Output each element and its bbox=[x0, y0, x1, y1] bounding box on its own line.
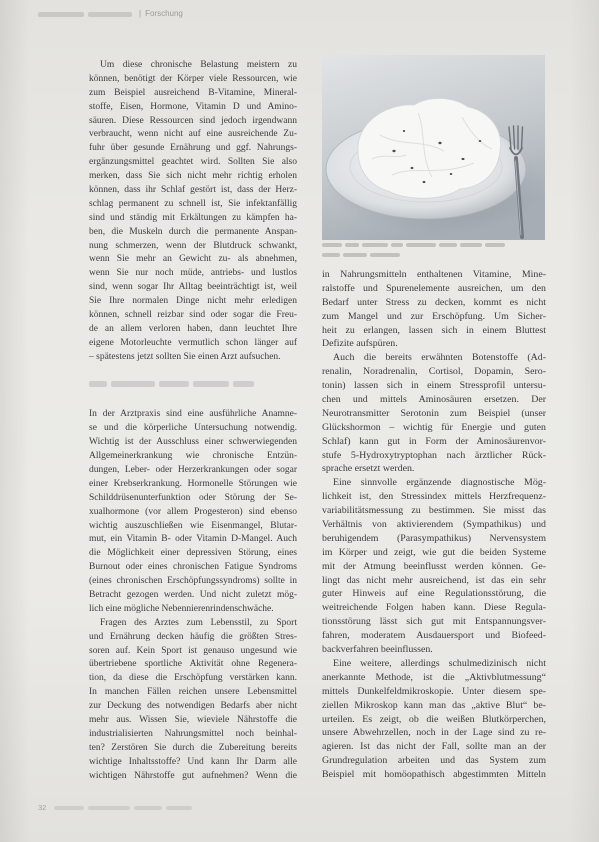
text-line: Verhältnis von aktivierendem (Sympathikus) und bbox=[322, 519, 546, 531]
text-line: Um diese chronische Belastung meistern zu bbox=[100, 60, 297, 70]
text-line: renalin, Noradrenalin, Cortisol, Dopamin, Sero- bbox=[322, 366, 546, 378]
footer-faint-word bbox=[54, 806, 84, 811]
text-line: Beispiel mit homöopathisch abgestimmten Mitteln bbox=[322, 769, 546, 781]
text-line: Schilddrüsenunterfunktion oder Störung der Se- bbox=[89, 492, 297, 503]
footer-faint-word bbox=[134, 806, 162, 811]
text-line: ben, die Muskeln durch die permanente Anspan- bbox=[89, 226, 297, 237]
caption-line bbox=[322, 243, 545, 247]
text-line: anerkannte Methode, ist die „Aktivblutmessung“ bbox=[322, 671, 546, 683]
text-line: und Ernährung decken häufig die größten Stres- bbox=[89, 631, 297, 642]
text-line: merken, dass Sie sich nicht mehr richtig erholen bbox=[89, 171, 297, 182]
subheading-faint-word bbox=[159, 381, 189, 387]
text-line: sind und ständig mit Erkältungen zu kämpfen ha- bbox=[89, 212, 297, 223]
text-line: ergänzungsmittel geachtet wird. Sollten Sie also bbox=[89, 157, 297, 168]
running-header bbox=[38, 8, 183, 20]
text-line: Sie Ihre normalen Dinge nicht mehr erledigen bbox=[89, 296, 297, 307]
caption-faint-word bbox=[439, 243, 457, 247]
text-line: wichtig auszuschließen wie Eisenmangel, Blutar- bbox=[89, 520, 297, 531]
text-line: können, dass ihr Schlaf gestört ist, dass der Herz- bbox=[89, 185, 297, 196]
text-line: weitreichende Folgen haben kann. Diese Regula- bbox=[322, 602, 546, 614]
text-line: ralstoffe und Spurenelemente ausreichen, um den bbox=[322, 282, 546, 294]
text-line: wichtigen Nährstoffe gut aufnehmen? Wenn die bbox=[89, 770, 297, 781]
text-line: stoffe, Eisen, Hormone, Vitamin D und Amino- bbox=[89, 101, 297, 112]
photo-caption bbox=[322, 243, 545, 263]
text-line: de an allem verloren haben, dann leuchtet Ihre bbox=[89, 323, 297, 334]
text-line: Auch die bereits erwähnten Botenstoffe (Ad- bbox=[333, 352, 546, 364]
caption-faint-word bbox=[391, 243, 403, 247]
text-line: mehr aus. Wissen Sie, wieviele Nährstoffe die bbox=[89, 714, 297, 725]
text-line: stufe 5-Hydroxytryptophan nach ärztlicher Rück- bbox=[322, 449, 546, 461]
page-number: 32 bbox=[38, 803, 47, 812]
text-line: ten? Zerstören Sie durch die Zubereitung bereits bbox=[89, 742, 297, 753]
header-faint-word bbox=[38, 12, 84, 17]
text-line: (eines chronischen Erschöpfungssyndroms) sollte in bbox=[89, 576, 297, 587]
text-line: tionsstörung lässt sich gut mit Entspannungsver- bbox=[322, 616, 546, 628]
text-line: zum Mangel und zur Erschöpfung. Um Sicher- bbox=[322, 310, 546, 322]
right-column bbox=[322, 268, 546, 782]
text-line: dungen, Leber- oder Herzerkrankungen oder sogar bbox=[89, 464, 297, 475]
text-line: mut, ein Vitamin B- oder Vitamin D-Mangel. Auch bbox=[89, 534, 297, 545]
text-line: In manchen Fällen reichen unsere Lebensmittel bbox=[89, 687, 297, 698]
text-line: fuhr über gesunde Ernährung und ggf. Nahrungs- bbox=[89, 143, 297, 154]
paragraph bbox=[89, 408, 297, 616]
white-heap bbox=[358, 98, 501, 198]
text-line: sprache ersetzt werden. bbox=[322, 463, 415, 475]
text-line: Fragen des Arztes zum Lebensstil, zu Sport bbox=[100, 617, 297, 628]
subheading bbox=[89, 365, 297, 409]
text-line: schlag permanent zu schnell ist, Sie infektanfällig bbox=[89, 198, 297, 209]
text-line: Betracht gezogen werden. Und nicht zuletzt mög- bbox=[89, 589, 297, 600]
header-separator: | bbox=[139, 9, 142, 18]
text-line: Neurotransmitter Serotonin zum Beispiel (unser bbox=[322, 407, 546, 419]
text-line: urteilen. Es zeigt, ob die weißen Blutkörperchen, bbox=[322, 713, 546, 725]
paragraph bbox=[322, 268, 546, 351]
subheading-faint-word bbox=[89, 381, 107, 387]
text-line: zum Beispiel ausreichend B-Vitamine, Mineral- bbox=[89, 87, 297, 98]
text-line: tonin) lassen sich in einem Stressprofil untersu- bbox=[322, 380, 546, 392]
article-photo-image bbox=[322, 55, 545, 240]
text-line: heit zu erlangen, lassen sich in einem Bluttest bbox=[322, 324, 546, 336]
header-faint-word bbox=[88, 12, 132, 17]
text-line: soren auf. Kein Sport ist genauso ungesund wie bbox=[89, 645, 297, 656]
footer-faint-word bbox=[166, 806, 192, 811]
caption-faint-word bbox=[460, 243, 482, 247]
text-line: Glückshormon – wichtig für Energie und guten bbox=[322, 421, 546, 433]
subheading-faint-text bbox=[89, 381, 254, 387]
caption-faint-word bbox=[343, 253, 367, 257]
caption-faint-word bbox=[370, 253, 400, 257]
text-line: Grundregulation arbeiten und das System zum bbox=[322, 755, 546, 767]
text-line: übertriebene sportliche Aktivität ohne Regenera- bbox=[89, 659, 297, 670]
text-line: wenn Sie nur noch müde, antriebs- und lustlos bbox=[89, 268, 297, 279]
text-line: industrialisierten Nahrungsmittel noch beinhal- bbox=[89, 728, 297, 739]
text-line: wenn Sie mehr an Gewicht zu- als abnehmen, bbox=[89, 254, 297, 265]
caption-faint-word bbox=[345, 243, 359, 247]
text-line: in Nahrungsmitteln enthaltenen Vitamine, Mine- bbox=[322, 269, 546, 280]
left-column bbox=[89, 59, 297, 783]
paragraph bbox=[322, 657, 546, 782]
text-line: guter Hinweis auf eine Regulationsstörung, die bbox=[322, 588, 546, 600]
text-line: tion, da diese die Erschöpfung verstärken kann. bbox=[89, 673, 297, 684]
text-line: fahren, moderatem Ausdauersport und Biofeed- bbox=[322, 630, 546, 642]
paragraph bbox=[322, 476, 546, 657]
section-label: Forschung bbox=[145, 9, 183, 18]
paragraph bbox=[89, 59, 297, 365]
text-line: Bedarf unter Stress zu decken, kommt es nicht bbox=[322, 296, 546, 308]
caption-faint-word bbox=[406, 243, 436, 247]
text-line: beruhigendem (Parasympathikus) Nervensystem bbox=[322, 532, 546, 544]
text-line: können, benötigt der Körper viele Ressourcen, wie bbox=[89, 73, 297, 84]
subheading-faint-word bbox=[193, 381, 229, 387]
text-line: Eine weitere, allerdings schulmedizinisch nicht bbox=[333, 657, 546, 669]
text-line: ziellen Mikroskop kann man das „aktive Blut“ be- bbox=[322, 699, 546, 711]
text-line: Wichtig ist der Ausschluss einer schwerwiegenden bbox=[89, 437, 297, 448]
text-line: verbraucht, wenn nicht auf eine ausreichende Zu- bbox=[89, 129, 297, 140]
text-line: Burnout oder eines chronischen Fatigue Syndroms bbox=[89, 562, 297, 573]
text-line: Eine sinnvolle ergänzende diagnostische Mög- bbox=[333, 477, 546, 489]
text-line: chen und mittels Aminosäuren ersetzen. Der bbox=[322, 394, 546, 406]
text-line: im Körper und zeigt, wie gut die beiden Systeme bbox=[322, 546, 546, 558]
text-line: säuren. Diese Ressourcen sind jedoch irgendwann bbox=[89, 115, 297, 126]
text-line: eigene Motorleuchte vermutlich schon länger auf bbox=[89, 337, 297, 348]
article-photo bbox=[322, 55, 545, 240]
subheading-faint-word bbox=[233, 381, 254, 387]
page-footer bbox=[38, 802, 192, 814]
caption-faint-word bbox=[322, 243, 342, 247]
caption-faint-word bbox=[322, 253, 340, 257]
text-line: lichkeit ist, den Stressindex mittels Herzfrequenz- bbox=[322, 491, 546, 503]
text-line: können, schnell reizbar sind oder sogar die Freu- bbox=[89, 310, 297, 321]
text-line: In der Arztpraxis sind eine ausführliche Anamne- bbox=[89, 409, 297, 420]
paragraph bbox=[322, 351, 546, 476]
text-line: Schlaf) kann gut in Form der Aminosäurenvor- bbox=[322, 435, 546, 447]
text-line: wichtige Inhaltsstoffe? Und kann Ihr Darm alle bbox=[89, 756, 297, 767]
text-line: einer Krebserkrankung. Hormonelle Störungen wie bbox=[89, 478, 297, 489]
text-line: se und die körperliche Untersuchung notwendig. bbox=[89, 423, 297, 434]
paragraph bbox=[89, 617, 297, 784]
subheading-faint-word bbox=[111, 381, 155, 387]
text-line: zur Deckung des notwendigen Bedarfs aber nicht bbox=[89, 701, 297, 712]
text-line: mit der Atmung beeinflusst werden können. Ge- bbox=[322, 560, 546, 572]
text-line: – spätestens jetzt sollten Sie einen Arzt aufsuchen. bbox=[89, 351, 281, 362]
text-line: Allgemeinerkrankung wie chronische Entzün- bbox=[89, 451, 297, 462]
text-line: agieren. Ist das nicht der Fall, sollte man an der bbox=[322, 741, 546, 753]
text-line: xualhormone (vor allem Progesteron) sind ebenso bbox=[89, 506, 297, 517]
footer-faint-word bbox=[88, 806, 130, 811]
text-line: mittels Dunkelfeldmikroskopie. Unter diesem spe- bbox=[322, 685, 546, 697]
text-line: nung schmerzen, wenn der Blutdruck schwankt, bbox=[89, 240, 297, 251]
text-line: unsere Abwehrzellen, noch in der Lage sind zu re- bbox=[322, 727, 546, 739]
text-line: sind, wenn sogar Ihr Alltag beeinträchtigt ist, weil bbox=[89, 282, 297, 293]
text-line: backverfahren beeinflussen. bbox=[322, 644, 433, 656]
text-line: variabilitätsmessung zu bestimmen. Sie misst das bbox=[322, 505, 546, 517]
text-line: lingt das nicht mehr ausreichend, ist das ein sehr bbox=[322, 574, 546, 586]
text-line: lich eine mögliche Nebennierenrindenschwäche. bbox=[89, 603, 274, 614]
caption-faint-word bbox=[362, 243, 388, 247]
caption-faint-word bbox=[485, 243, 505, 247]
text-line: Defizite aufspüren. bbox=[322, 338, 398, 350]
text-line: die Möglichkeit einer depressiven Störung, eines bbox=[89, 548, 297, 559]
caption-line bbox=[322, 253, 545, 257]
